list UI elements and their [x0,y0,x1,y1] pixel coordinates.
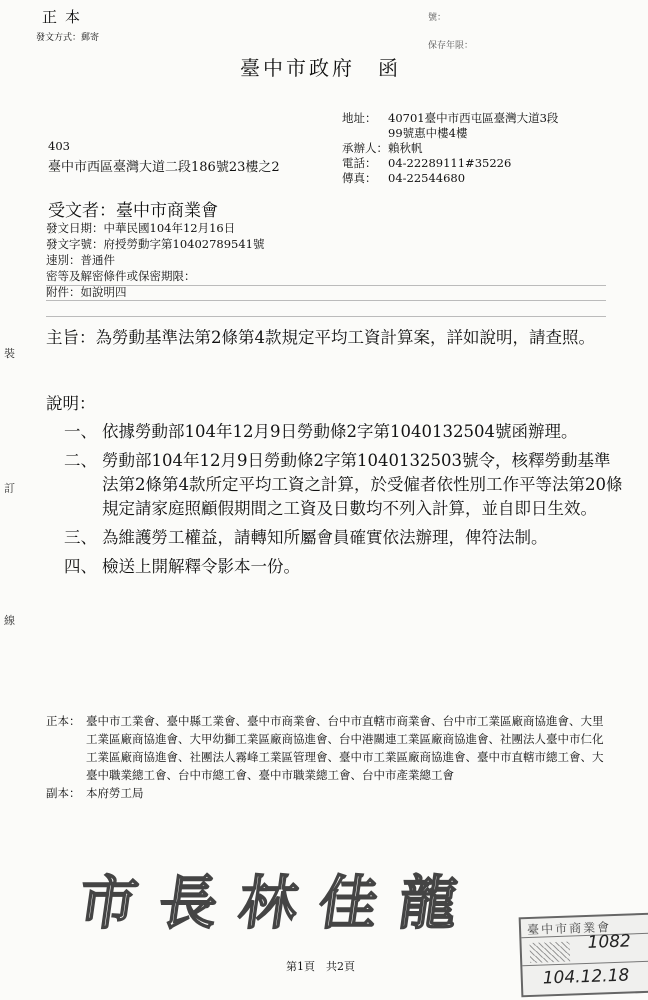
document-title: 臺中市政府 函 [240,56,401,80]
stamp-date: 104.12.18 [542,965,630,989]
stamp-number: 1082 [587,931,632,953]
zip-code: 403 [48,139,70,153]
handler-label: 承辦人： [342,141,388,155]
item-text: 為維護勞工權益，請轉知所屬會員確實依法辦理，俾符法制。 [102,528,548,547]
fax-number: 04-22544680 [388,171,466,185]
original-recipients: 臺中市工業會、臺中縣工業會、臺中市商業會、台中市直轄市商業會、台中市工業區廠商協進會、大里工業區廠商協進會、大甲幼獅工業區廠商協進會、台中港關連工業區廠商協進會、社團法人臺中市仁化工業區廠商協進會、社團法人霧峰工業區管理會、臺中市工業區廠商協進會、臺中市直轄市總工會、大臺中職業總工會、台中市總工會、臺中市職業總工會、台中市產業總工會 [86,714,604,782]
signature-char: 林 [234,869,303,937]
item-number: 二、 [64,451,97,470]
send-method: 發文方式：郵寄 [36,33,100,43]
item-text: 依據勞動部104年12月9日勞動條2字第1040132504號函辦理。 [102,422,578,441]
address-line2: 99號惠中樓4樓 [388,126,468,140]
divider [46,285,606,286]
item-text: 檢送上開解釋令影本一份。 [102,557,300,576]
retention-label: 保存年限： [428,41,474,51]
original-label: 正本： [46,714,81,728]
explanation-label: 說明： [46,394,96,413]
mayor-signature [74,856,520,946]
subject-label: 主旨： [46,328,96,347]
address-line1: 40701臺中市西屯區臺灣大道3段 [388,111,559,125]
document-number: 發文字號：府授勞動字第10402789541號 [46,237,265,251]
file-number-label: 號： [428,13,447,23]
signature-char: 佳 [314,869,383,937]
copy-recipients: 本府勞工局 [86,786,144,800]
binding-mark: 訂 [4,482,15,495]
divider [46,300,606,301]
distribution-block [46,712,606,802]
signature-char: 長 [154,869,223,937]
document-meta [46,221,264,301]
binding-mark: 裝 [4,347,15,360]
explanation-item [64,555,624,579]
recipient-address: 臺中市西區臺灣大道二段186號23樓之2 [48,160,280,175]
stamp-hatch [530,942,571,963]
item-text: 勞動部104年12月9日勞動條2字第1040132503號令，核釋勞動基準法第2條第4款所定平均工資之計算，於受僱者依性別工作平等法第20條規定請家庭照顧假期間之工資及日數均不列入計算，並自即日生效。 [102,451,623,518]
phone-label: 電話： [342,156,377,170]
speed-class: 速別：普通件 [46,253,115,267]
address-label: 地址： [342,111,377,125]
divider [46,316,606,317]
explanation-item [64,420,624,444]
phone-number: 04-22289111#35226 [388,156,512,170]
item-number: 三、 [64,528,97,547]
subject-section [46,326,621,350]
explanation-item [64,449,624,521]
explanation-item [64,526,624,550]
secrecy-level: 密等及解密條件或保密期限： [46,269,196,283]
page-number: 第1頁 共2頁 [286,960,355,973]
received-stamp [519,913,648,998]
recipient: 受文者：臺中市商業會 [48,201,218,221]
copy-label: 副本： [46,786,81,800]
attachment: 附件：如說明四 [46,285,127,299]
subject-text: 為勞動基準法第2條第4款規定平均工資計算案，詳如說明，請查照。 [95,328,595,347]
handler-name: 賴秋帆 [388,141,423,155]
binding-mark: 線 [4,614,15,627]
signature-char: 市 [74,869,143,937]
issue-date: 發文日期：中華民國104年12月16日 [46,221,236,235]
explanation-items [64,420,624,584]
copy-type: 正本 [42,8,89,26]
item-number: 一、 [64,422,97,441]
stamp-header: 臺中市商業會 [526,920,612,938]
signature-char: 龍 [394,869,463,937]
fax-label: 傳真： [342,171,377,185]
contact-block [342,111,558,186]
item-number: 四、 [64,557,97,576]
